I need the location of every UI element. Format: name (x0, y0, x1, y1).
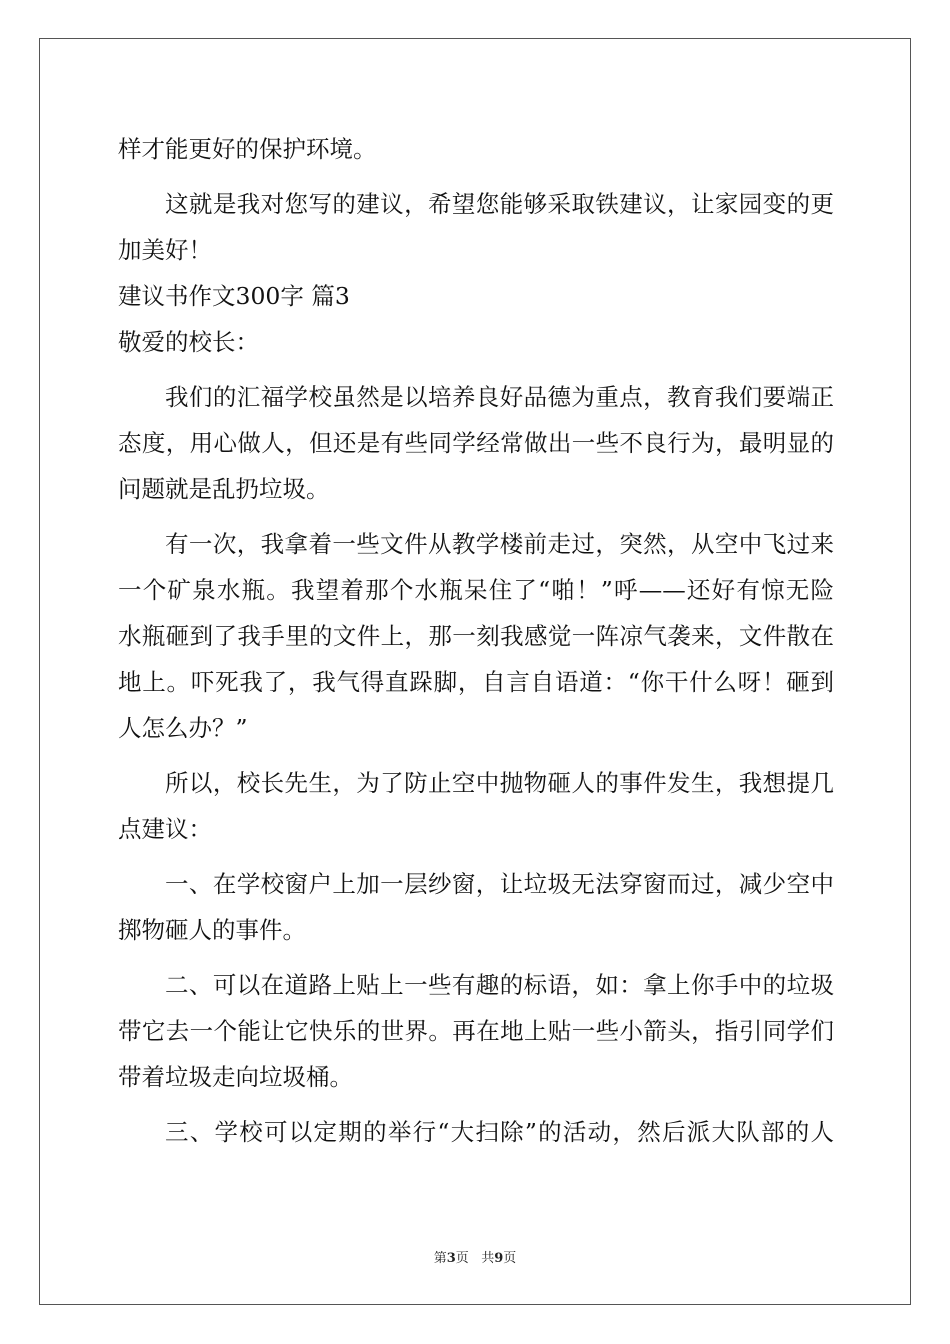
paragraph-line: 二、可以在道路上贴上一些有趣的标语，如：拿上你手中的垃圾 (165, 971, 834, 999)
document-body (118, 126, 834, 1155)
salutation: 敬爱的校长： (118, 328, 259, 356)
paragraph-line: 掷物砸人的事件。 (118, 916, 306, 944)
paragraph-line: 人怎么办？” (118, 714, 248, 742)
paragraph-line: 问题就是乱扔垃圾。 (118, 475, 330, 503)
paragraph-line: 带着垃圾走向垃圾桶。 (118, 1063, 353, 1091)
paragraph-line: 水瓶砸到了我手里的文件上，那一刻我感觉一阵凉气袭来，文件散在 (118, 622, 834, 650)
page-footer (0, 1247, 950, 1266)
paragraph-line: 态度，用心做人，但还是有些同学经常做出一些不良行为，最明显的 (118, 429, 834, 457)
paragraph-line: 加美好！ (118, 236, 212, 264)
total-suffix: 页 (503, 1251, 517, 1266)
total-page-number: 9 (494, 1251, 504, 1266)
paragraph-line: 这就是我对您写的建议，希望您能够采取铁建议，让家园变的更 (165, 190, 834, 218)
paragraph-line: 所以，校长先生，为了防止空中抛物砸人的事件发生，我想提几 (165, 769, 834, 797)
paragraph-line: 带它去一个能让它快乐的世界。再在地上贴一些小箭头，指引同学们 (118, 1017, 834, 1045)
paragraph-line: 样才能更好的保护环境。 (118, 135, 377, 163)
section-heading: 建议书作文300字 篇3 (118, 282, 350, 310)
page-prefix: 第 (433, 1251, 447, 1266)
paragraph-line: 有一次，我拿着一些文件从教学楼前走过，突然，从空中飞过来 (165, 530, 834, 558)
total-prefix: 共 (481, 1251, 495, 1266)
page-suffix: 页 (455, 1251, 469, 1266)
paragraph-line: 一、在学校窗户上加一层纱窗，让垃圾无法穿窗而过，减少空中 (165, 870, 834, 898)
paragraph-line: 点建议： (118, 815, 212, 843)
paragraph-line: 地上。吓死我了，我气得直跺脚，自言自语道：“你干什么呀！砸到 (118, 668, 834, 696)
paragraph-line: 三、学校可以定期的举行“大扫除”的活动，然后派大队部的人 (165, 1118, 834, 1146)
current-page-number: 3 (446, 1251, 456, 1266)
paragraph-line: 一个矿泉水瓶。我望着那个水瓶呆住了“啪！”呼——还好有惊无险 (118, 576, 834, 604)
paragraph-line: 我们的汇福学校虽然是以培养良好品德为重点，教育我们要端正 (165, 383, 834, 411)
